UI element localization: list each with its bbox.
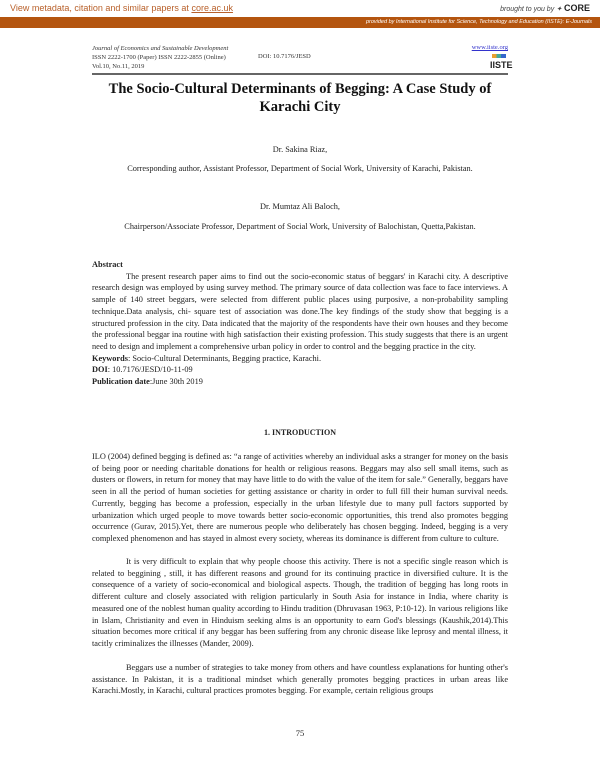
author-2-name: Dr. Mumtaz Ali Baloch,	[260, 202, 340, 211]
journal-name: Journal of Economics and Sustainable Development	[92, 45, 229, 52]
journal-volume: Vol.10, No.11, 2019	[92, 63, 145, 70]
author-1-name: Dr. Sakina Riaz,	[272, 145, 328, 154]
doi-line	[92, 364, 508, 376]
metadata-text: View metadata, citation and similar papers at	[10, 3, 192, 13]
journal-website-link[interactable]: www.iiste.org	[471, 44, 508, 51]
core-banner	[0, 0, 600, 17]
doi-label: DOI	[92, 365, 108, 375]
core-label: CORE	[563, 3, 590, 13]
paragraph-3: Beggars use a number of strategies to take money from others and have countless explanations for hunting other's assistance. In Pakistan, it is a traditional mindset which generally promotes begging practices in urban areas like Karachi.Mostly, in Karachi, cultural practices promotes begging. For example, certain religious groups	[92, 663, 508, 696]
brought-text: brought to you by	[500, 6, 555, 13]
journal-doi: DOI: 10.7176/JESD	[258, 53, 311, 60]
core-link[interactable]: core.ac.uk	[191, 3, 233, 13]
paragraph-2: It is very difficult to explain that why people choose this activity. There is not a specific single reason which is related to beggining , still, it has different reasons and ground for its continuing practice in diversified culture. It is the consequence of a variety of socio-economical and biological aspects. Though, the tradition of begging has long roots in different culture and closely associated with religion particularly in South Asia for instance in India, where charity is measured one of the noblest human quality according to Hindu tradition (Dhruvasan 1963, P:10-12). In various religions like in Islam, Christianity and even in Hinduism seeking alms is an opportunity to earn God's blessings (Kaushik,2014).This situation becomes more critical if any beggar has been suffering from any chronic disease like leprosy and mental illness, it tacitly criminalizes the illnesses (Mander, 2009).	[92, 557, 508, 648]
abstract-heading: Abstract	[92, 260, 123, 269]
keywords-line	[92, 353, 508, 365]
provider-bar	[0, 17, 600, 28]
keywords-value: : Socio-Cultural Determinants, Begging practice, Karachi.	[127, 353, 322, 363]
author-2-affiliation: Chairperson/Associate Professor, Department of Social Work, University of Balochistan, Quetta,Pakistan.	[124, 222, 476, 231]
page-number: 75	[295, 728, 305, 738]
journal-issn: ISSN 2222-1700 (Paper) ISSN 2222-2855 (Online)	[92, 54, 226, 61]
publication-date-label: Publication date	[92, 377, 150, 387]
abstract-text: The present research paper aims to find out the socio-economic status of beggars' in Karachi city. A descriptive research design was employed by using survey method. The primary source of data collection was face to face interviews. A sample of 140 street beggars, were selected from different public places using purposive, a non-probability sampling technique.Data analysis, chi- square test of association was done.The key findings of the study show that begging is a structured profession in the city. Data indicated that the majority of the respondents have their own houses and they become the professional beggar ina routine with high satisfaction their existing profession. This study suggests that there is an urgent need to design and implement a comprehensive urban policy in order to control and the begging practice in the city.	[92, 271, 508, 351]
journal-header	[92, 44, 228, 71]
author-1-affiliation: Corresponding author, Assistant Professor, Department of Social Work, University of Karachi, Pakistan.	[127, 164, 473, 173]
core-badge[interactable]	[500, 3, 590, 13]
publication-date-line	[92, 376, 508, 388]
keywords-label: Keywords	[92, 353, 128, 363]
section-heading-introduction: 1. INTRODUCTION	[263, 428, 336, 437]
header-divider	[92, 73, 508, 75]
provider-text: provided by International Institute for Science, Technology and Education (IISTE): E-Journals	[365, 19, 592, 25]
iiste-logo-icon: IISTE	[490, 54, 508, 70]
doi-value: : 10.7176/JESD/10-11-09	[107, 365, 193, 375]
core-logo-icon: ✦	[556, 6, 563, 13]
metadata-link-text[interactable]	[10, 3, 233, 13]
publication-date-value: :June 30th 2019	[149, 377, 203, 387]
paper-title: The Socio-Cultural Determinants of Begging: A Case Study of Karachi City	[108, 81, 492, 115]
abstract-section	[92, 259, 508, 388]
paragraph-1: ILO (2004) defined begging is defined as: “a range of activities whereby an individual asks a stranger for money on the basis of being poor or needing charitable donations for health or religious reasons. Beggars may also sell small items, such as dusters or flowers, in return for money that may have little to do with the value of the item for sale.” Generally, beggars have seen in all the period of human societies for getting assistance or charity in order to full fill their human survival needs. Currently, begging has become a profession, especially in the urban lifestyle due to many pull factors supported by urbanization which urged people to move towards better socio-economic opportunities, this trend also promotes begging occurrence (Gurav, 2015).Yet, there are numerous people who deliberately has chosen begging. Indeed, begging is a very complexed phenomenon and has stayed in almost every society, whereas its dominance is different from culture to culture.	[92, 452, 508, 543]
